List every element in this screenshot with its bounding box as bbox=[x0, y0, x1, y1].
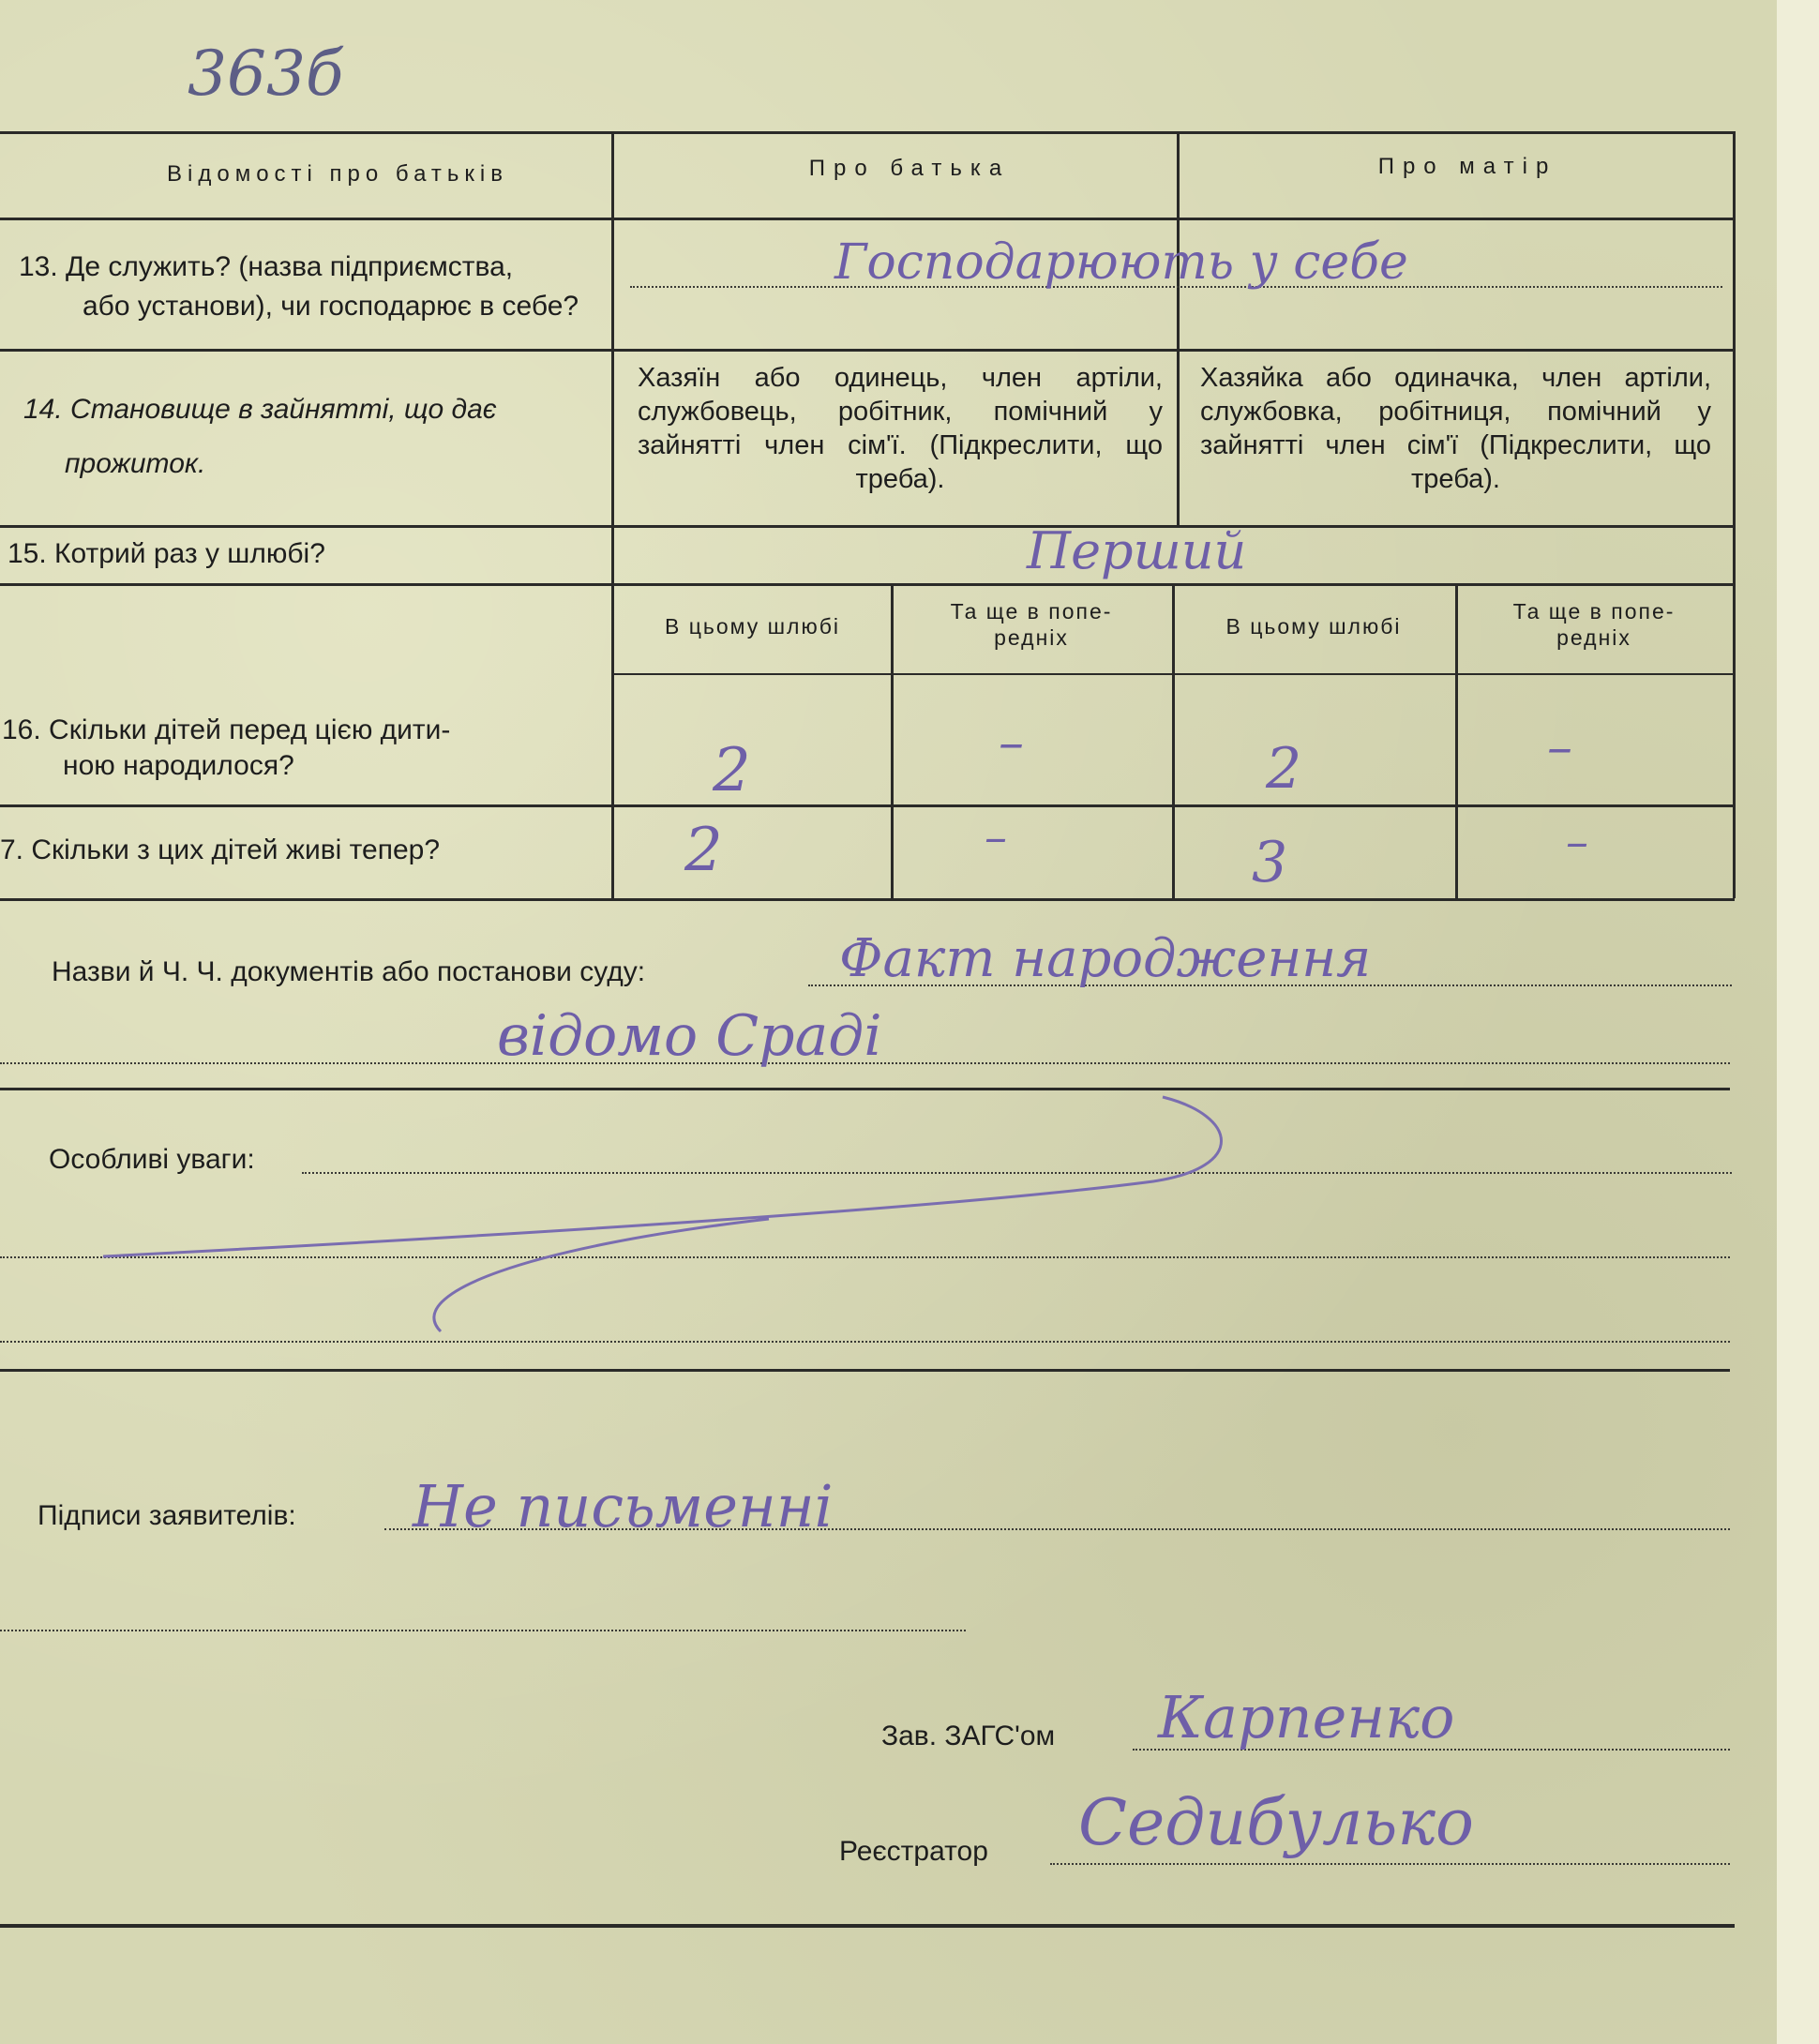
applicants-line-2 bbox=[0, 1630, 966, 1631]
row17-mother-prev: – bbox=[1566, 816, 1588, 868]
row17-mother-this: 3 bbox=[1252, 830, 1288, 895]
row17-father-prev: – bbox=[985, 811, 1007, 864]
applicants-value: Не письменні bbox=[413, 1472, 834, 1541]
documents-value-2: відомо Сраді bbox=[497, 1003, 882, 1069]
head-signature: Карпенко bbox=[1158, 1683, 1455, 1751]
documents-label: Назви й Ч. Ч. документів або постанови суду: bbox=[52, 956, 646, 987]
archive-number: 363б bbox=[188, 38, 344, 110]
header-info: Відомості про батьків bbox=[167, 161, 508, 187]
header-father: Про батька bbox=[808, 156, 1011, 181]
subheader-father-this: В цьому шлюбі bbox=[664, 614, 841, 639]
row14-question: 14. Становище в зайнятті, що дає прожиток. bbox=[23, 394, 497, 479]
header-mother: Про матір bbox=[1377, 154, 1557, 179]
subheader-father-previous: Та ще в попе- редніх bbox=[950, 599, 1113, 650]
registrar-signature-line bbox=[1050, 1863, 1730, 1865]
row17-father-this: 2 bbox=[684, 816, 723, 885]
row13-question: 13. Де служить? (назва підприємства, або установи), чи господарює в себе? bbox=[19, 251, 579, 322]
row16-father-prev: – bbox=[999, 713, 1024, 772]
registrar-signature: Седибулько bbox=[1078, 1786, 1474, 1860]
row16-mother-prev: – bbox=[1547, 717, 1572, 776]
applicants-label: Підписи заявителів: bbox=[38, 1500, 296, 1531]
row16-question: 16. Скільки дітей перед цією дити- ною народилося? bbox=[2, 714, 451, 781]
head-of-registry-label: Зав. ЗАГС'ом bbox=[881, 1721, 1056, 1751]
special-notes-label: Особливі уваги: bbox=[49, 1144, 255, 1175]
subheader-mother-this: В цьому шлюбі bbox=[1225, 614, 1402, 639]
row17-question: 7. Скільки з цих дітей живі тепер? bbox=[0, 834, 441, 865]
row13-answer: Господарюють у себе bbox=[834, 234, 1408, 291]
registrar-label: Реєстратор bbox=[839, 1836, 988, 1867]
page-bottom-rule bbox=[0, 1924, 1735, 1928]
row15-answer: Перший bbox=[1027, 521, 1247, 580]
row14-father-options: Хазяїн або одинець, член артіли, службовець, робітник, помічний у зайнятті член сім'ї. (Підкреслити, що треба). bbox=[638, 363, 1163, 494]
row16-mother-this: 2 bbox=[1266, 736, 1302, 802]
row14-mother-options: Хазяйка або одиначка, член артіли, службовка, робітниця, помічний у зайнятті член сім'ї (Підкреслити, що треба). bbox=[1200, 363, 1711, 494]
documents-value-1: Факт народження bbox=[839, 928, 1372, 989]
notes-section-rule bbox=[0, 1369, 1730, 1372]
row16-father-this: 2 bbox=[713, 736, 751, 805]
row15-question: 15. Котрий раз у шлюбі? bbox=[8, 538, 325, 569]
subheader-mother-previous: Та ще в попе- редніх bbox=[1512, 599, 1676, 650]
